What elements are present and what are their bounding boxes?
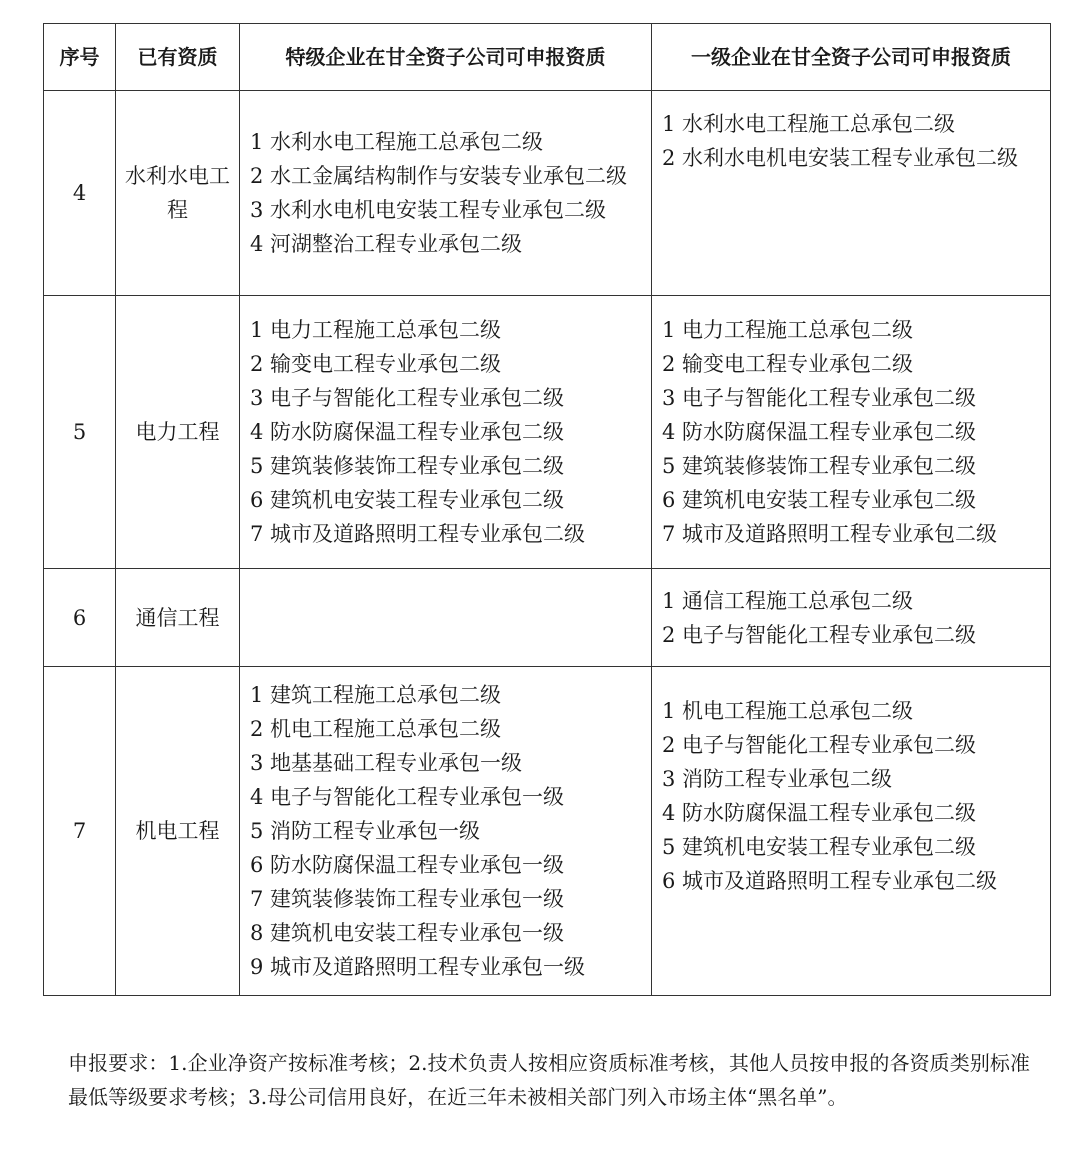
- list-item: 4 河湖整治工程专业承包二级: [250, 232, 523, 256]
- header-serial-number: 序号: [44, 24, 116, 91]
- header-special-grade-qualifications: 特级企业在甘全资子公司可申报资质: [240, 24, 652, 91]
- special-grade-list: [240, 91, 652, 296]
- list-item: 2 电子与智能化工程专业承包二级: [662, 622, 977, 647]
- special-grade-list: [240, 667, 652, 996]
- table-row: [44, 667, 1051, 996]
- list-item: 4 防水防腐保温工程专业承包二级: [250, 420, 565, 444]
- list-item: 1 机电工程施工总承包二级: [662, 699, 914, 723]
- row-number: 7: [44, 667, 116, 996]
- list-item: 5 建筑机电安装工程专业承包二级: [662, 835, 977, 859]
- list-item: 8 建筑机电安装工程专业承包一级: [250, 921, 565, 945]
- list-item: 1 水利水电工程施工总承包二级: [250, 130, 544, 154]
- list-item: 5 建筑装修装饰工程专业承包二级: [250, 454, 565, 478]
- list-item: 1 建筑工程施工总承包二级: [250, 683, 502, 707]
- list-item: 1 通信工程施工总承包二级: [662, 588, 914, 613]
- qualification-table: [43, 23, 1051, 996]
- list-item: 7 城市及道路照明工程专业承包二级: [662, 522, 998, 546]
- list-item: 6 建筑机电安装工程专业承包二级: [250, 488, 565, 512]
- list-item: 2 水工金属结构制作与安装专业承包二级: [250, 164, 628, 188]
- list-item: 5 消防工程专业承包一级: [250, 819, 481, 843]
- row-number: 5: [44, 296, 116, 569]
- list-item: 4 防水防腐保温工程专业承包二级: [662, 420, 977, 444]
- special-grade-list: [240, 296, 652, 569]
- application-requirements-note: 申报要求：1.企业净资产按标准考核；2.技术负责人按相应资质标准考核，其他人员按申报的各资质类别标准最低等级要求考核；3.母公司信用良好，在近三年未被相关部门列入市场主体“黑名单”。: [68, 1051, 1030, 1109]
- row-number: 4: [44, 91, 116, 296]
- special-grade-list: [240, 569, 652, 667]
- row-category: 水利水电工程: [116, 91, 240, 296]
- list-item: 3 电子与智能化工程专业承包二级: [250, 386, 565, 410]
- table-row: [44, 296, 1051, 569]
- list-item: 7 建筑装修装饰工程专业承包一级: [250, 887, 565, 911]
- list-item: 2 电子与智能化工程专业承包二级: [662, 733, 977, 757]
- first-grade-list: [652, 296, 1051, 569]
- list-item: 2 水利水电机电安装工程专业承包二级: [662, 146, 1019, 170]
- table-header-row: [44, 24, 1051, 91]
- list-item: 7 城市及道路照明工程专业承包二级: [250, 522, 586, 546]
- header-first-grade-qualifications: 一级企业在甘全资子公司可申报资质: [652, 24, 1051, 91]
- list-item: 1 水利水电工程施工总承包二级: [662, 112, 956, 136]
- list-item: 9 城市及道路照明工程专业承包一级: [250, 955, 586, 979]
- list-item: 2 输变电工程专业承包二级: [250, 352, 502, 376]
- list-item: 6 建筑机电安装工程专业承包二级: [662, 488, 977, 512]
- list-item: 2 机电工程施工总承包二级: [250, 717, 502, 741]
- list-item: 4 电子与智能化工程专业承包一级: [250, 785, 565, 809]
- list-item: 3 地基基础工程专业承包一级: [250, 751, 523, 775]
- list-item: 3 水利水电机电安装工程专业承包二级: [250, 198, 607, 222]
- list-item: 6 防水防腐保温工程专业承包一级: [250, 853, 565, 877]
- first-grade-list: [652, 91, 1051, 296]
- header-existing-qualification: 已有资质: [116, 24, 240, 91]
- list-item: 2 输变电工程专业承包二级: [662, 352, 914, 376]
- row-number: 6: [44, 569, 116, 667]
- table-row: [44, 569, 1051, 667]
- list-item: 3 消防工程专业承包二级: [662, 767, 893, 791]
- list-item: 1 电力工程施工总承包二级: [662, 318, 914, 342]
- row-category: 电力工程: [116, 296, 240, 569]
- first-grade-list: [652, 667, 1051, 996]
- row-category: 通信工程: [116, 569, 240, 667]
- list-item: 3 电子与智能化工程专业承包二级: [662, 386, 977, 410]
- row-category: 机电工程: [116, 667, 240, 996]
- list-item: 1 电力工程施工总承包二级: [250, 318, 502, 342]
- table-row: [44, 91, 1051, 296]
- list-item: 6 城市及道路照明工程专业承包二级: [662, 869, 998, 893]
- first-grade-list: [652, 569, 1051, 667]
- list-item: 4 防水防腐保温工程专业承包二级: [662, 801, 977, 825]
- list-item: 5 建筑装修装饰工程专业承包二级: [662, 454, 977, 478]
